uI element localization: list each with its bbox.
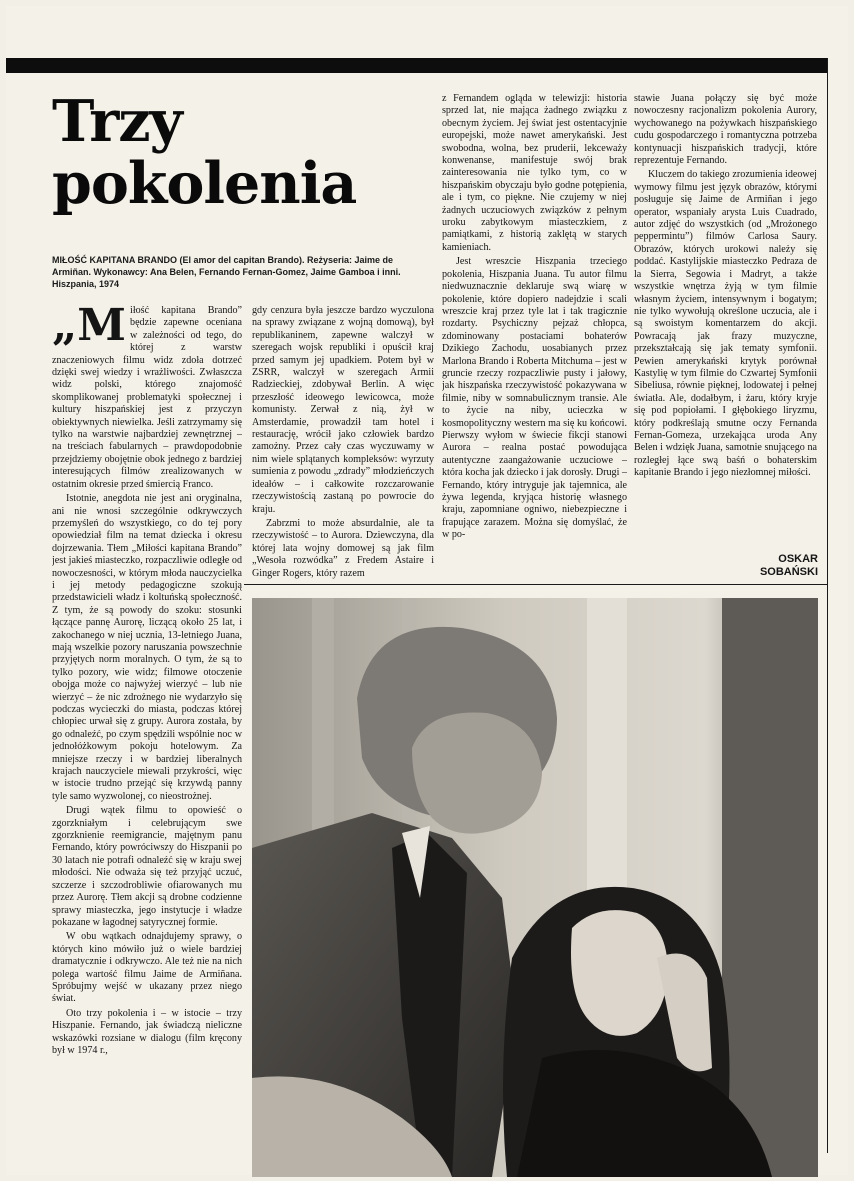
article-title [52,88,357,217]
paragraph: Drugi wątek filmu to opowieść o zgorzkniałym i celebrującym swe zgorzknienie reemigrancie, majętnym panu Fernando, który powróciwszy do Hiszpanii po 30 latach nie potrafi odnaleźć się w kraju swej młodości. Nie odważa się też przyjąć uczuć, szczerze i szczodrobliwie ofiarowanych mu przez Aurorę. Tłem akcji są drobne codzienne sprawy miasteczka, jego instytucje i władze pokazane w łagodnej satyrycznej formie. [52,805,242,928]
author-last-name: SOBAŃSKI [759,566,818,578]
column-3 [442,93,627,580]
paragraph: W obu wątkach odnajdujemy sprawy, o których kino mówiło już o wiele bardziej dramatycznie i odkrywczo. Ale też nie na nich polega wartość filmu Jaime de Armiñana. Spróbujmy wejść w ukazany przez niego świat. [52,931,242,1005]
title-line-2: pokolenia [52,150,357,217]
column-1 [52,305,242,1151]
photo-illustration [252,598,818,1177]
header-bar [6,58,828,73]
column-2 [252,305,434,580]
column-rule [827,58,828,1153]
author-byline [760,553,818,579]
lead-paragraph [52,305,242,491]
paragraph: gdy cenzura była jeszcze bardzo wyczulona na sprawy związane z wojną domową), był republikaninem, zapewne walczył w szeregach wojsk republiki i opuścił kraj przed samym jej upadkiem. Potem był w ZSRR, walczył w szeregach Armii Radzieckiej, zdobywał Berlin. A więc przeszłość ideowego lewicowca, może komunisty. Zerwał z nią, żył w Amsterdamie, prowadził tam hotel i restaurację, wrócił jako człowiek bardzo zamożny. Przez cały czas wyczuwamy w nim wiele splątanych kompleksów: wyrzuty sumienia z powodu „zdrady” młodzieńczych ideałów – i całkowite rozczarowanie rzeczywistością zastaną po powrocie do kraju. [252,305,434,515]
film-credits: MIŁOŚĆ KAPITANA BRANDO (El amor del capitan Brando). Reżyseria: Jaime de Armiñan. Wykonawcy: Ana Belen, Fernando Fernan-Gomez, Jaime Gamboa i inni. Hiszpania, 1974 [52,255,401,289]
photo-rule [244,584,828,585]
lead-text: iłość kapitana Brando” będzie zapewne oceniana w zależności od tego, do której z warstw znaczeniowych filmu widz zdoła dotrzeć dzięki swej wiedzy i wrażliwości. Zwłaszcza widz polski, którego znajomość skomplikowanej problematyki społecznej i kultury hiszpańskiej jest z przyczyn obiektywnych niewielka. Jeśli zatrzymamy się tylko na warstwie najbardziej zewnętrznej – na treściach fabularnych – prawdopodobnie przejdziemy obojętnie obok jednego z bardziej interesujących filmów zrealizowanych w ostatnim okresie przed śmiercią Franco. [52,305,242,490]
man-face [412,712,542,833]
author-first-name: OSKAR [778,553,818,565]
paragraph: Zabrzmi to może absurdalnie, ale ta rzeczywistość – to Aurora. Dziewczyna, dla której lata wojny domowej są jak film „Wesoła rozwódka” z Fredem Astaire i Ginger Rogers, który razem [252,517,434,579]
paragraph: Oto trzy pokolenia i – w istocie – trzy Hiszpanie. Fernando, jak świadczą nieliczne wskazówki rozsiane w dialogu (film kręcony był w 1974 r., [52,1007,242,1056]
drop-cap: „M [52,305,127,351]
paragraph: Jest wreszcie Hiszpania trzeciego pokolenia, Hiszpania Juana. Tu autor filmu niedwuznacznie deklaruje swą wiarę w pokolenie, które dopiero nadejdzie i scali wreszcie kraj przez tyle lat i tak tragicznie rozdarty. Psychiczny pejzaż chłopca, zdominowany postaciami bohaterów Dzikiego Zachodu, uosabianych przez Marlona Brando i Roberta Mitchuma – jest w gruncie rzeczy rozpaczliwie pusty i jałowy, jak hiszpańska rzeczywistość pokazywana w filmie, niby w somnabulicznym transie. Ale to życie na niby, ucieczka w kosmopolityczny western ma się ku końcowi. Pierwszy wyłom w świecie fikcji stanowi Aurora – realna postać powodująca autentyczne zaangażowanie uczuciowe – która kocha jak dziecko i jak dorosły. Drugi – Fernando, który intryguje jak tajemnica, ale żywa legenda, kryjąca historię własnego kraju, zapomniane ogniwo, niebezpieczne i frapujące zarazem. Można się domyślać, że w po- [442,256,627,541]
dark-wall [722,598,818,1177]
paragraph: Kluczem do takiego zrozumienia ideowej wymowy filmu jest język obrazów, którymi posługuje się Jaime de Armiñan i jego operator, wspaniały arysta Luis Cuadrado, autor zdjęć do wszystkich (od „Mrożonego peppermintu”) filmów Carlosa Saury. Obrazów, których urokowi należy się poddać. Kastylijskie miasteczko Pedraza de la Sierra, Segowia i Madryt, a także wszystkie wnętrza żyją w tym filmie własnym życiem, intensywnym i bogatym; nie tylko wywołują określone uczucia, ale i są swoistym komentarzem do akcji. Powracają jak frazy muzyczne, przekształcają się jak tematy symfonii. Pewien amerykański krytyk porównał Kastylię w tym filmie do Czwartej Symfonii Sibeliusa, równie pięknej, lodowatej i pełnej światła. Ale, dodałbym, i żaru, który kryje się pod popiołami. I głębokiego liryzmu, który podkreślają smutne oczy Fernanda Fernan-Gomeza, urzekająca uroda Any Belen i wdzięk Juana, samotnie snującego na rozległej łące swą baśń o bohaterskim kapitanie Brando i jego niezłomnej miłości. [634,169,817,479]
paragraph: stawie Juana połączy się być może nowoczesny racjonalizm pokolenia Aurory, wychowanego na pożywkach hiszpańskiego cudu gospodarczego i romantyczna potrzeba kontynuacji hiszpańskich tradycji, które reprezentuje Fernando. [634,93,817,167]
column-4 [634,93,817,523]
film-still-photo [252,598,818,1177]
title-line-1: Trzy [52,88,182,155]
paragraph: Istotnie, anegdota nie jest ani oryginalna, ani nie wnosi szczególnie odkrywczych przemyśleń do wszystkiego, co do tej pory opowiedział film na temat dziecka i okresu dojrzewania. Tłem „Miłości kapitana Brando” jest jakieś miasteczko, rozpaczliwie odległe od nowoczesności, w którym młoda nauczycielka i jej metody pedagogiczne szokują przedstawicieli władz i koltuńską społeczność. Z tym, że są powody do szoku: stosunki łączące pannę Aurorę, liczącą około 25 lat, i zakochanego w niej ucznia, 13-letniego Juana, mają wszelkie pozory naruszania powszechnie przyjętych norm moralnych. O tym, że są to tylko pozory, wie widz; filmowe otoczenie obojga może co najwyżej wierzyć – lub nie wierzyć – że nic zdrożnego nie wydarzyło się podczas wycieczki do miasta, podczas której chłopiec urwał się z grupy. Aurora została, by go odnaleźć, po czym spędzili wspólnie noc w jednołóżkowym pokoju hotelowym. Za mniejsze rzeczy i w bardziej liberalnych krajach nauczyciele miewali przykrości, więc w istocie trudno przejąć się krzywdą panny tyle samo wyzwolonej, co nieostrożnej. [52,493,242,802]
magazine-page [6,6,848,1175]
paragraph: z Fernandem ogląda w telewizji: historia sprzed lat, nie mająca żadnego związku z obecnym życiem. Jej świat jest ostentacyjnie europejski, może nawet amerykański. Jest swobodna, wolna, bez pruderii, lekceważy konwenanse, manifestuje swój brak zainteresowania nie tylko tym, co w hiszpańskim obyczaju było godne potępienia, ale i tym, co piękne. Nie czujemy w niej żadnych uczuciowych związków z pełnym uroku zabytkowym miasteczkiem, z pamiątkami, z historią zaklętą w starych kamieniach. [442,93,627,253]
